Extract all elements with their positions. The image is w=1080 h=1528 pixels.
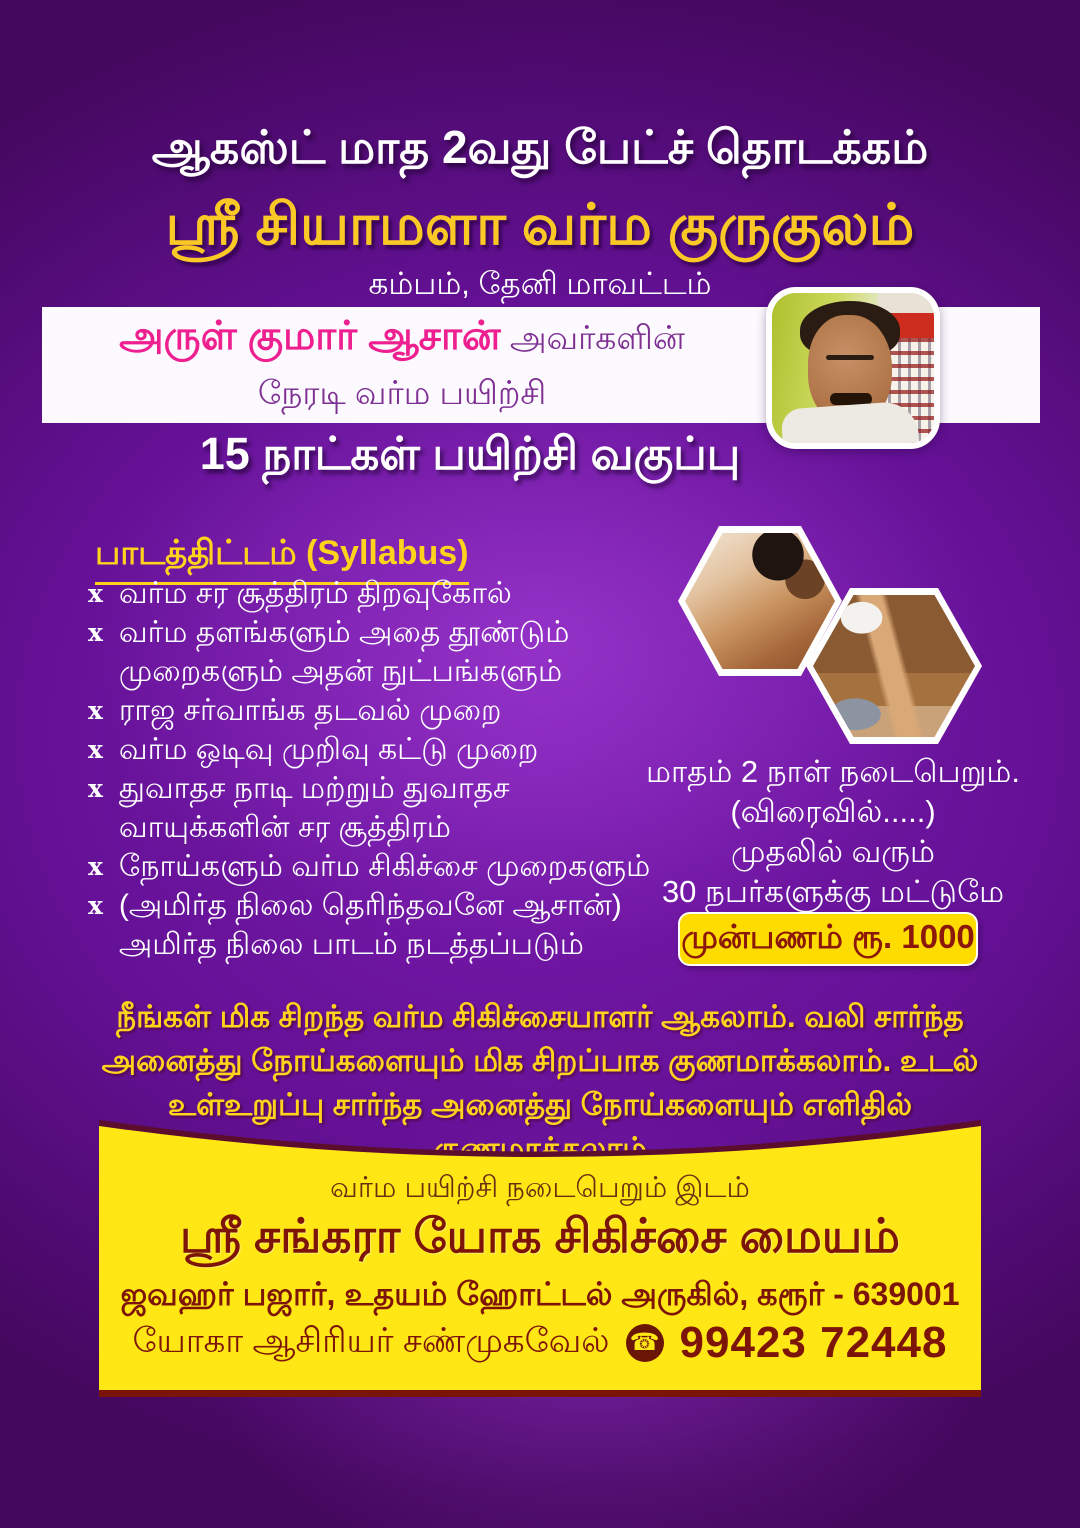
syllabus-item-text: (அமிர்த நிலை தெரிந்தவனே ஆசான்) அமிர்த நிலை பாடம் நடத்தப்படும் bbox=[118, 889, 622, 961]
batch-start-line: ஆகஸ்ட் மாத 2வது பேட்ச் தொடக்கம் bbox=[151, 121, 929, 173]
x-bullet-icon: x bbox=[88, 579, 103, 608]
contact-person-name: யோகா ஆசிரியர் சண்முகவேல் bbox=[132, 1321, 610, 1360]
trainer-name-suffix: அவர்களின் bbox=[509, 318, 685, 356]
course-duration-heading: 15 நாட்கள் பயிற்சி வகுப்பு bbox=[199, 428, 741, 479]
district-location: கம்பம், தேனி மாவட்டம் bbox=[368, 266, 712, 301]
shoulder-massage-image bbox=[685, 533, 835, 669]
syllabus-item-text: வர்ம ஒடிவு முறிவு கட்டு முறை bbox=[118, 733, 539, 766]
syllabus-item-text: ராஜ சர்வாங்க தடவல் முறை bbox=[118, 694, 502, 727]
list-item bbox=[88, 847, 672, 886]
x-bullet-icon: x bbox=[88, 618, 103, 647]
schedule-line: முதலில் வரும் bbox=[731, 834, 935, 869]
schedule-line: மாதம் 2 நாள் நடைபெறும். bbox=[646, 754, 1020, 789]
schedule-line: (விரைவில்.....) bbox=[730, 794, 936, 829]
syllabus-list bbox=[88, 574, 672, 964]
list-item bbox=[88, 769, 672, 847]
venue-address: ஜவஹர் பஜார், உதயம் ஹோட்டல் அருகில், கரூர் - 639001 bbox=[120, 1276, 960, 1312]
syllabus-item-text: துவாதச நாடி மற்றும் துவாதச வாயுக்களின் சர சூத்திரம் bbox=[118, 772, 510, 844]
x-bullet-icon: x bbox=[88, 774, 103, 803]
list-item bbox=[88, 730, 672, 769]
syllabus-item-text: நோய்களும் வர்ம சிகிச்சை முறைகளும் bbox=[118, 850, 651, 883]
venue-name: ஸ்ரீ சங்கரா யோக சிகிச்சை மையம் bbox=[179, 1209, 900, 1262]
trainer-photo bbox=[766, 287, 940, 449]
benefits-paragraph: நீங்கள் மிக சிறந்த வர்ம சிகிச்சையாளர் ஆகலாம். வலி சார்ந்த அனைத்து நோய்களையும் மிக சிறப்பாக குணமாக்கலாம். உடல் உள்உறுப்பு சார்ந்த அனைத்து நோய்களையும் எளிதில் குணமாக்கலாம் bbox=[101, 999, 979, 1166]
venue-label: வர்ம பயிற்சி நடைபெறும் இடம் bbox=[330, 1172, 750, 1204]
x-bullet-icon: x bbox=[88, 696, 103, 725]
direct-training-line: நேரடி வர்ம பயிற்சி bbox=[257, 373, 547, 411]
trainer-banner bbox=[42, 307, 762, 423]
schedule-line: 30 நபர்களுக்கு மட்டுமே bbox=[661, 874, 1005, 909]
x-bullet-icon: x bbox=[88, 891, 103, 920]
syllabus-item-text: வர்ம தளங்களும் அதை தூண்டும் முறைகளும் அதன் நுட்பங்களும் bbox=[118, 616, 570, 688]
schedule-block bbox=[608, 752, 1058, 912]
x-bullet-icon: x bbox=[88, 852, 103, 881]
phone-number: 99423 72448 bbox=[679, 1318, 948, 1367]
venue-contact-row bbox=[99, 1318, 981, 1368]
trainer-name: அருள் குமார் ஆசான் bbox=[119, 313, 501, 358]
list-item bbox=[88, 574, 672, 613]
x-bullet-icon: x bbox=[88, 735, 103, 764]
photo-eyebrows bbox=[826, 355, 874, 360]
advance-payment-badge: முன்பணம் ரூ. 1000 bbox=[678, 912, 978, 966]
phone-icon: ☎ bbox=[626, 1324, 664, 1362]
syllabus-title: பாடத்திட்டம் (Syllabus) bbox=[95, 534, 469, 585]
syllabus-item-text: வர்ம சர சூத்திரம் திறவுகோல் bbox=[118, 577, 512, 610]
trainer-name-line bbox=[42, 314, 762, 364]
list-item bbox=[88, 613, 672, 691]
gurukulam-title: ஸ்ரீ சியாமளா வர்ம குருகுலம் bbox=[165, 193, 915, 257]
list-item bbox=[88, 691, 672, 730]
list-item bbox=[88, 886, 672, 964]
back-therapy-image bbox=[813, 595, 975, 737]
